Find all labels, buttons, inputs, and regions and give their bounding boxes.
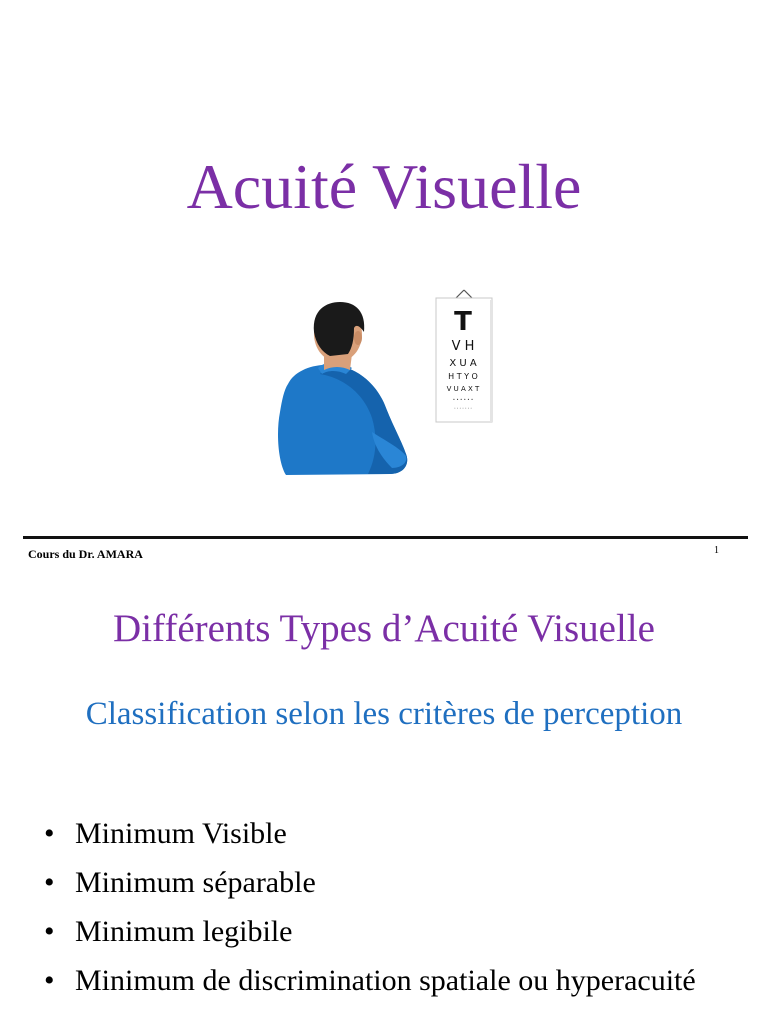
bullet-text: Minimum legibile: [75, 915, 293, 948]
bullet-text: Minimum de discrimination spatiale ou hyperacuité: [75, 964, 696, 997]
slide-2-title: Différents Types d’Acuité Visuelle: [113, 607, 655, 650]
footer-author: Cours du Dr. AMARA: [28, 547, 143, 561]
eye-chart-row-3: X U A: [449, 358, 477, 369]
eye-chart-row-7: • • • • • • •: [453, 406, 473, 410]
footer-divider: [23, 536, 748, 539]
eye-exam-illustration: [260, 282, 500, 492]
bullet-icon: •: [44, 866, 55, 899]
eye-chart-row-6: • • • • • •: [452, 397, 474, 402]
list-item: [42, 913, 742, 950]
slide-2-subtitle: Classification selon les critères de perception: [85, 696, 683, 732]
eye-chart-row-2: V H: [451, 339, 475, 354]
eye-chart-row-5: V U A X T: [446, 385, 480, 393]
eye-chart-row-1: T: [454, 307, 472, 337]
bullet-icon: •: [44, 915, 55, 948]
list-item: [42, 864, 742, 901]
bullet-text: Minimum séparable: [75, 866, 316, 899]
page-number: 1: [714, 545, 719, 556]
bullet-text: Minimum Visible: [75, 817, 287, 850]
bullet-icon: •: [44, 964, 55, 997]
eye-chart-row-4: H T Y O: [448, 372, 478, 381]
patient-figure: [278, 302, 407, 475]
bullet-list: [42, 815, 742, 1011]
bullet-icon: •: [44, 817, 55, 850]
list-item: [42, 962, 742, 999]
slide-title: Acuité Visuelle: [186, 151, 582, 222]
list-item: [42, 815, 742, 852]
